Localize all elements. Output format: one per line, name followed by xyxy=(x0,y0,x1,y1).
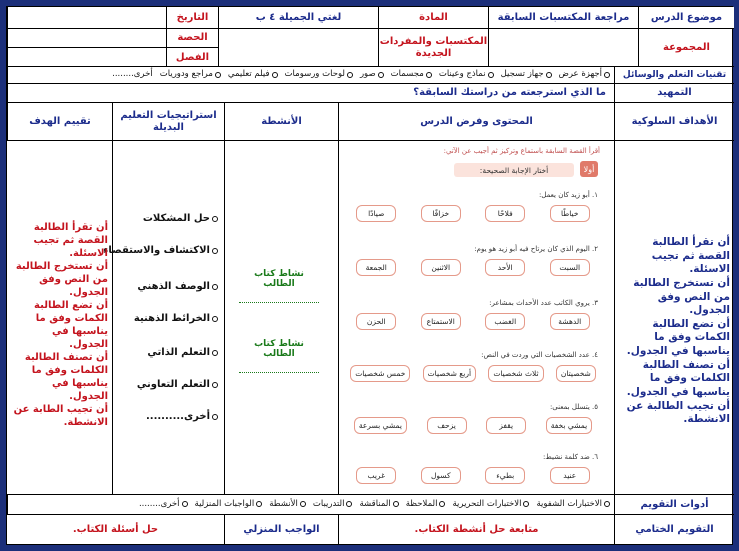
tools-options xyxy=(7,67,614,83)
strategy-item[interactable] xyxy=(134,313,218,324)
answer-option[interactable]: كسول xyxy=(421,467,461,484)
objective-item: أن تجيب الطالبة عن الانشطة. xyxy=(626,399,730,426)
col-strategies: استراتيجيات التعليم البديلة xyxy=(112,103,224,140)
col-objectives: الأهداف السلوكية xyxy=(614,103,734,140)
answer-option[interactable]: يمشي بخفة xyxy=(546,417,593,434)
radio-circle-icon xyxy=(439,501,445,507)
intro-label: التمهيد xyxy=(614,84,734,102)
strategy-item[interactable] xyxy=(143,213,218,224)
radio-circle-icon xyxy=(212,382,218,388)
activity-item xyxy=(239,339,319,373)
book-options xyxy=(344,467,602,484)
answer-option[interactable]: الأحد xyxy=(485,259,525,276)
assessment-option[interactable] xyxy=(359,500,398,510)
tool-option[interactable] xyxy=(360,70,384,80)
tool-option-label: أجهزة عرض xyxy=(558,69,602,80)
radio-circle-icon xyxy=(182,501,188,507)
evaluation-item: أن تصنف الطالبة الكلمات وفق ما يناسبها في الجدول. xyxy=(24,352,108,402)
assessment-option-label: الاختبارات الشفوية xyxy=(536,498,602,509)
answer-option[interactable]: خياطًا xyxy=(550,205,590,222)
book-options xyxy=(344,417,602,434)
radio-circle-icon xyxy=(212,216,218,222)
objective-item: أن تستخرج الطالبة من النص وفق الجدول. xyxy=(633,276,730,317)
col-activities: الأنشطة xyxy=(224,103,338,140)
evaluation-item: أن تضع الطالبة الكمات وفق ما يناسبها في الجدول. xyxy=(34,300,108,350)
answer-option[interactable]: شخصيتان xyxy=(556,365,596,382)
tools-row xyxy=(7,67,734,84)
book-options xyxy=(344,205,602,222)
final-row xyxy=(7,515,734,545)
date-value[interactable] xyxy=(7,7,166,28)
tool-option[interactable] xyxy=(228,70,278,80)
radio-circle-icon xyxy=(604,72,610,78)
radio-circle-icon xyxy=(212,414,218,420)
tool-option-label: نماذج وعينات xyxy=(438,69,486,80)
strategy-item[interactable] xyxy=(137,281,218,292)
intro-text: ما الذي استرجعته من دراستك السابقة؟ xyxy=(7,84,614,102)
tool-option-label: مراجع ودوريات xyxy=(159,69,213,80)
radio-circle-icon xyxy=(272,72,278,78)
header-row-unit xyxy=(7,29,734,67)
assessment-label: أدوات التقويم xyxy=(614,495,734,514)
assessment-option[interactable] xyxy=(313,500,353,510)
radio-circle-icon xyxy=(546,72,552,78)
book-options xyxy=(344,313,602,330)
answer-option[interactable]: صيادًا xyxy=(356,205,396,222)
activity-label: نشاط كتاب الطالب xyxy=(254,269,304,289)
activities-cell xyxy=(224,141,338,494)
assessment-option-label: الملاحظة xyxy=(405,498,438,509)
subject-label: المادة xyxy=(378,7,488,28)
evaluation-item: أن تستخرج الطالبة من النص وفق الجدول. xyxy=(15,261,108,298)
answer-option[interactable]: بطيء xyxy=(485,467,525,484)
tool-option[interactable] xyxy=(112,70,153,80)
header-row-topic xyxy=(7,7,734,29)
period-value[interactable] xyxy=(7,29,166,48)
answer-option[interactable]: الاستمتاع xyxy=(421,313,461,330)
objective-item: أن تصنف الطالبة الكلمات وفق ما يناسبها في الجدول. xyxy=(626,358,730,399)
answer-option[interactable]: يزحف xyxy=(427,417,467,434)
book-question: ٦. ضد كلمة نشيط: xyxy=(542,453,598,461)
tools-label: تقنيات التعلم والوسائل xyxy=(614,67,734,83)
assessment-option[interactable] xyxy=(452,500,529,510)
radio-circle-icon xyxy=(604,501,610,507)
radio-circle-icon xyxy=(300,501,306,507)
tool-option-label: لوحات ورسومات xyxy=(284,69,345,80)
tool-option-label: أخرى........ xyxy=(112,69,153,80)
answer-option[interactable]: أربع شخصيات xyxy=(423,365,476,382)
objectives-list xyxy=(619,236,730,427)
strategy-item[interactable] xyxy=(147,347,218,358)
topic-label: موضوع الدرس xyxy=(638,7,734,28)
assessment-option-label: أخرى........ xyxy=(138,498,180,509)
columns-header-row xyxy=(7,103,734,141)
strategy-label: الوصف الذهني xyxy=(137,281,210,292)
class-value[interactable] xyxy=(7,48,166,67)
answer-option[interactable]: الجمعة xyxy=(356,259,396,276)
homework-label: الواجب المنزلي xyxy=(224,515,338,545)
answer-option[interactable]: عنيد xyxy=(550,467,590,484)
assessment-option[interactable] xyxy=(269,500,306,510)
subject-value: لغتي الجميلة ٤ ب xyxy=(218,7,378,28)
radio-circle-icon xyxy=(347,72,353,78)
answer-option[interactable]: الغضب xyxy=(485,313,525,330)
assessment-option[interactable] xyxy=(536,500,610,510)
date-label: التاريخ xyxy=(166,7,218,28)
assessment-option[interactable] xyxy=(139,500,188,510)
vocab-value[interactable] xyxy=(218,29,378,66)
radio-circle-icon xyxy=(212,350,218,356)
tool-option[interactable] xyxy=(391,70,432,80)
tool-option[interactable] xyxy=(501,70,552,80)
tool-option[interactable] xyxy=(439,70,494,80)
radio-circle-icon xyxy=(488,72,494,78)
assessment-option-label: المناقشة xyxy=(359,498,391,509)
tool-option[interactable] xyxy=(285,70,353,80)
tool-option-label: فيلم تعليمي xyxy=(227,69,270,80)
answer-option[interactable]: غريب xyxy=(356,467,396,484)
strategy-label: التعلم الذاتي xyxy=(147,347,210,358)
radio-circle-icon xyxy=(393,501,399,507)
radio-circle-icon xyxy=(212,284,218,290)
answer-option[interactable]: الحزن xyxy=(356,313,396,330)
activity-item xyxy=(239,269,319,303)
strategy-item[interactable] xyxy=(137,379,218,390)
tool-option[interactable] xyxy=(559,70,610,80)
tool-option[interactable] xyxy=(160,70,221,80)
book-question: ٣. يروي الكاتب عدد الأحداث بمشاعر: xyxy=(489,299,598,307)
book-badge: أولا xyxy=(580,161,598,177)
answer-option[interactable]: يقفز xyxy=(486,417,526,434)
assessment-option-label: الواجبات المنزلية xyxy=(194,498,255,509)
book-question: ١. أبو زيد كان يعمل: xyxy=(538,191,598,199)
strategy-label: الاكتشاف والاستقصاء xyxy=(103,245,210,256)
strategies-cell xyxy=(103,141,224,494)
unit-value[interactable] xyxy=(488,29,638,66)
book-question: ٥. يتسلل بمعنى: xyxy=(549,403,598,411)
evaluation-item: أن تقرأ الطالبة القصة ثم تجيب الاسئلة. xyxy=(33,222,108,259)
evaluation-item: أن تجيب الطابة عن الانشطة. xyxy=(13,404,108,428)
col-content: المحتوى وفرض الدرس xyxy=(338,103,614,140)
col-evaluation: تقييم الهدف xyxy=(7,103,112,140)
book-question: ٤. عدد الشخصيات التي وردت في النص: xyxy=(481,351,598,359)
activity-dotted-line[interactable] xyxy=(239,294,319,303)
answer-option[interactable]: فلاحًا xyxy=(485,205,525,222)
period-label: الحصة xyxy=(166,29,218,48)
radio-circle-icon xyxy=(212,316,218,322)
class-label: الفصل xyxy=(166,48,218,67)
answer-option[interactable]: الدهشة xyxy=(550,313,590,330)
tool-option-label: جهاز تسجيل xyxy=(500,69,544,80)
assessment-row xyxy=(7,495,734,515)
evaluation-cell xyxy=(7,141,112,494)
book-instruction: أقرأ القصة السابقة باستماع وتركيز ثم أجيب عن الآتي: xyxy=(443,147,600,155)
final-text: متابعة حل أنشطة الكتاب. xyxy=(338,515,614,545)
lesson-plan-sheet xyxy=(6,6,733,545)
evaluation-list xyxy=(11,221,108,429)
book-question: ٢. اليوم الذي كان يرتاح فيه أبو زيد هو يوم: xyxy=(474,245,598,253)
intro-row xyxy=(7,84,734,103)
strategy-item[interactable] xyxy=(146,411,218,422)
homework-text: حل أسئلة الكتاب. xyxy=(72,524,159,536)
vocab-label: المكتسبات والمفردات الجديدة xyxy=(378,29,488,66)
assessment-option-label: التدريبات xyxy=(312,498,345,509)
book-options xyxy=(344,259,602,276)
strategy-label: حل المشكلات xyxy=(142,213,210,224)
activity-dotted-line[interactable] xyxy=(239,364,319,373)
answer-option[interactable]: خمس شخصيات xyxy=(350,365,410,382)
book-options xyxy=(344,365,602,382)
answer-option[interactable]: الاثنين xyxy=(421,259,461,276)
radio-circle-icon xyxy=(212,248,218,254)
answer-option[interactable]: يمشي بسرعة xyxy=(354,417,407,434)
strategy-label: التعلم التعاوني xyxy=(136,379,210,390)
radio-circle-icon xyxy=(426,72,432,78)
book-subtitle: أختار الإجابة الصحيحة: xyxy=(454,163,574,177)
tool-option-label: مجسمات xyxy=(390,69,424,80)
objective-item: أن تضع الطالبة الكمات وفق ما يناسبها في الجدول. xyxy=(626,317,730,358)
answer-option[interactable]: ثلاث شخصيات xyxy=(488,365,543,382)
radio-circle-icon xyxy=(256,501,262,507)
answer-option[interactable]: السبت xyxy=(550,259,590,276)
unit-label: المجموعة xyxy=(638,29,734,66)
objective-item: أن تقرأ الطالبة القصة ثم تجيب الاسئلة. xyxy=(651,236,730,276)
assessment-option-label: الاختبارات التحريرية xyxy=(452,498,522,509)
topic-value: مراجعة المكتسبات السابقة xyxy=(488,7,638,28)
assessment-option[interactable] xyxy=(406,500,446,510)
final-label: التقويم الختامي xyxy=(614,515,734,545)
strategy-label: أخرى.......... xyxy=(145,411,210,422)
radio-circle-icon xyxy=(523,501,529,507)
strategy-label: الخرائط الذهنية xyxy=(133,313,210,324)
strategy-item[interactable] xyxy=(103,245,218,256)
tool-option-label: صور xyxy=(359,69,376,80)
assessment-option-label: الأنشطة xyxy=(269,498,298,509)
activity-label: نشاط كتاب الطالب xyxy=(254,339,304,359)
radio-circle-icon xyxy=(215,72,221,78)
objectives-cell xyxy=(614,141,734,494)
assessment-options xyxy=(7,495,614,514)
radio-circle-icon xyxy=(378,72,384,78)
textbook-excerpt xyxy=(340,143,608,493)
radio-circle-icon xyxy=(346,501,352,507)
answer-option[interactable]: خزافًا xyxy=(421,205,461,222)
assessment-option[interactable] xyxy=(195,500,263,510)
